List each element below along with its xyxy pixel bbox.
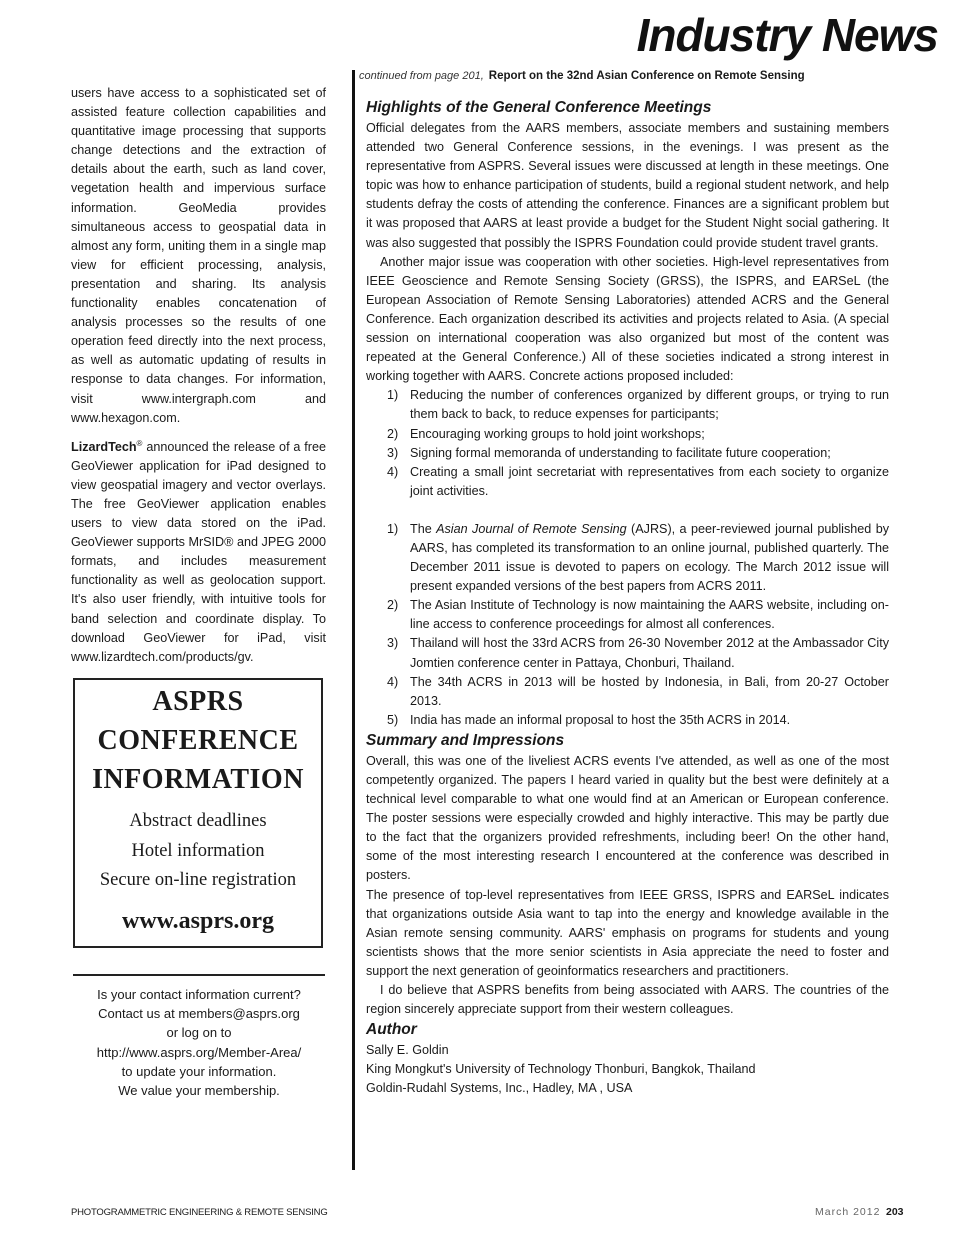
section-title: Industry News [636, 9, 938, 61]
list-number: 5) [387, 712, 399, 727]
membership-line: to update your information. [121, 1063, 277, 1079]
ad-heading-line: CONFERENCE [97, 725, 299, 756]
heading-author: Author [366, 1021, 417, 1039]
continued-from: continued from page 201, [359, 70, 484, 82]
author-name: Sally E. Goldin [366, 1043, 449, 1058]
list-item [366, 634, 889, 672]
list-text: Signing formal memoranda of understanding to facilitate future cooperation; [410, 445, 831, 460]
list-text: Thailand will host the 33rd ACRS from 26-30 November 2012 at the Ambassador City Jomtien conference center in Pattaya, Chonburi, Thailand. [410, 636, 889, 670]
list-item [366, 463, 889, 501]
footer-page-number: 203 [886, 1206, 904, 1218]
registered-mark: ® [136, 438, 143, 448]
actions-list [366, 386, 889, 501]
list-number: 2) [387, 426, 399, 441]
list-number: 4) [387, 674, 399, 689]
list-text: (AJRS), a peer-reviewed journal published by AARS, has completed its transformation to an online journal, published quarterly. The December 2011 issue is devoted to papers on ecology. The March 2012 issue will present expanded versions of the best papers from ACRS 2011. [410, 521, 889, 594]
membership-divider [73, 974, 325, 976]
heading-highlights: Highlights of the General Conference Meetings [366, 99, 712, 116]
ad-heading-line: ASPRS [152, 686, 244, 717]
list-number: 1) [387, 521, 399, 536]
list-item [366, 520, 889, 596]
company-name: LizardTech [71, 439, 137, 454]
ad-item: Abstract deadlines [129, 811, 267, 831]
list-item [366, 386, 889, 424]
journal-name: Asian Journal of Remote Sensing [436, 521, 627, 536]
heading-summary: Summary and Impressions [366, 731, 565, 749]
left-column [71, 84, 326, 667]
paragraph: Official delegates from the AARS members, associate members and sustaining members attended two General Conference sessions, in the evenings. I was present as the representative from ASPRS. Several issues were discussed at length in these meetings. One topic was how to enhance participation of students, build a regional student network, and help students defray the costs of attending the conference. Finances are a significant problem but it was proposed that AARS at least provide a budget for the Student Night social gathering. It was also suggested that possibly the ISPRS Foundation could provide student travel grants. [366, 121, 889, 250]
asprs-conference-ad[interactable] [73, 678, 323, 948]
membership-line: Is your contact information current? [97, 987, 301, 1002]
paragraph: Another major issue was cooperation with other societies. High-level representatives from IEEE Geoscience and Remote Sensing Society (GRSS), the ISPRS, and EARSeL (the European Association of Remote Sensing Laboratories) attended ACRS and the General Conference. Each organization described its activities and projects related to Asia. (A special session on international cooperation was also organized but most of the content was repeated at the General Conference.) All of these societies indicated a strong interest in working together with AARS. Concrete actions proposed included: [366, 254, 889, 384]
list-item [366, 673, 889, 711]
list-item [366, 425, 889, 444]
list-number: 1) [387, 388, 399, 403]
membership-notice [73, 985, 325, 1100]
list-text: Creating a small joint secretariat with representatives from each society to organize joint activities. [410, 464, 889, 498]
ad-item: Secure on-line registration [99, 870, 297, 890]
continued-header [359, 68, 805, 84]
intergraph-paragraph: users have access to a sophisticated set of assisted feature collection capabilities and quantitative image processing that supports change detections and the extraction of details about the earth, such as land cover, vegetation health and impervious surface information. GeoMedia provides simultaneous access to geospatial data in almost any form, uniting them in a single map view for efficient processing, analysis, presentation and sharing. Its analysis functionality enables concatenation of analysis processes so the results of one operation feed directly into the next process, as well as automatic updating of results in response to data changes. For information, visit www.intergraph.com and www.hexagon.com. [71, 86, 326, 425]
ad-item: Hotel information [131, 840, 265, 861]
list-number: 3) [387, 636, 399, 651]
author-affiliation: Goldin-Rudahl Systems, Inc., Hadley, MA , USA [366, 1081, 633, 1096]
right-column [366, 97, 889, 1099]
paragraph: The presence of top-level representatives from IEEE GRSS, ISPRS and EARSeL indicates that organizations outside Asia want to tap into the energy and knowledge available in the Asian remote sensing community. AARS' emphasis on programs for students and young scientists shows that the more senior scientists in Asia appreciate the need to foster and support the next generation of geoinformatics researchers and practitioners. [366, 887, 889, 978]
list-item [366, 711, 889, 730]
membership-url-link[interactable]: http://www.asprs.org/Member-Area/ [96, 1044, 302, 1060]
paragraph: I do believe that ASPRS benefits from being associated with AARS. The countries of the region sincerely appreciate support from their western colleagues. [366, 983, 889, 1017]
list-text: India has made an informal proposal to host the 35th ACRS in 2014. [410, 712, 791, 727]
paragraph: Overall, this was one of the liveliest ACRS events I've attended, as well as one of the most competently organized. The papers I heard varied in quality but the best were definitely at a technical level comparable to what one would find at an American or European conference. The poster sessions were especially crowded and highly interactive. This may be partly due to the fact that the organizers provided refreshments, including beer! On the other hand, some of the most interesting research I encountered at the conference was described in posters. [366, 753, 889, 883]
list-number: 4) [387, 464, 399, 479]
list-text: The [410, 521, 437, 536]
list-item [366, 444, 889, 463]
news-list [366, 520, 889, 730]
list-number: 2) [387, 598, 399, 613]
membership-line: or log on to [166, 1025, 232, 1041]
article-title: Report on the 32nd Asian Conference on Remote Sensing [488, 70, 805, 82]
ad-heading-line: INFORMATION [92, 764, 304, 795]
list-text: Reducing the number of conferences organized by different groups, or trying to run them back to back, to reduce expenses for participants; [410, 388, 889, 422]
list-text: The 34th ACRS in 2013 will be hosted by Indonesia, in Bali, from 20-27 October 2013. [410, 674, 889, 708]
list-text: Encouraging working groups to hold joint workshops; [410, 426, 705, 441]
ad-url-link[interactable]: www.asprs.org [121, 907, 274, 934]
list-number: 3) [387, 445, 399, 460]
column-divider [352, 70, 355, 1170]
author-affiliation: King Mongkut's University of Technology Thonburi, Bangkok, Thailand [366, 1062, 756, 1077]
lizardtech-text: announced the release of a free GeoViewer application for iPad designed to view geospatial imagery and vector overlays. The free GeoViewer application enables users to view data stored on the iPad. GeoViewer supports MrSID® and JPEG 2000 formats, and includes measurement functionality as well as geolocation support. It's also user friendly, with intuitive tools for band selection and coordinate display. To download GeoViewer for iPad, visit www.lizardtech.com/products/gv. [71, 439, 326, 664]
footer-date: March 2012 [815, 1206, 881, 1218]
membership-email-line[interactable]: Contact us at members@asprs.org [98, 1006, 300, 1022]
list-item [366, 596, 889, 634]
footer-journal: PHOTOGRAMMETRIC ENGINEERING & REMOTE SENSING [71, 1207, 328, 1218]
membership-line: We value your membership. [118, 1083, 280, 1099]
lizardtech-paragraph [71, 438, 326, 667]
list-text: The Asian Institute of Technology is now maintaining the AARS website, including on-line access to conference proceedings for almost all conferences. [410, 598, 889, 632]
